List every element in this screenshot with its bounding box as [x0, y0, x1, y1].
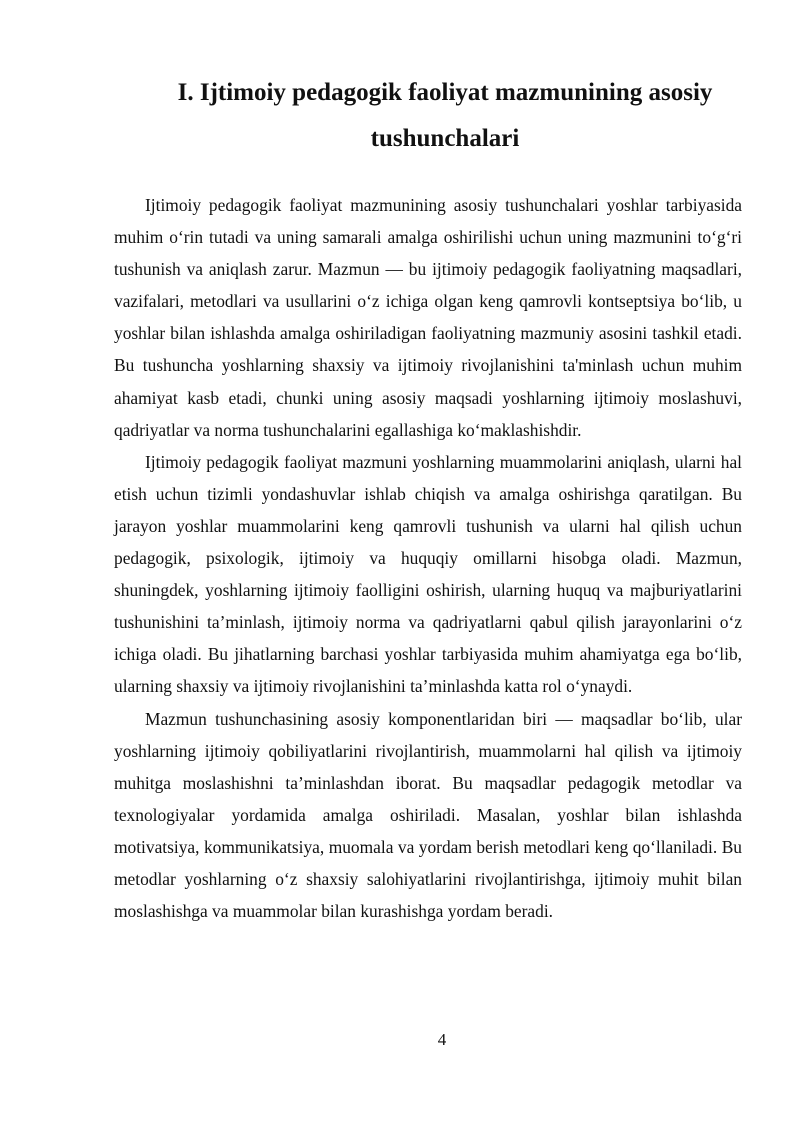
body-text	[114, 189, 742, 927]
section-heading	[100, 70, 790, 162]
heading-line-1: I. Ijtimoiy pedagogik faoliyat mazmunining asosiy	[177, 79, 713, 106]
paragraph-3: Mazmun tushunchasining asosiy komponentlaridan biri — maqsadlar bo‘lib, ular yoshlarning ijtimoiy qobiliyatlarini rivojlantirish, muammolarni hal qilish va ijtimoiy muhitga moslashishni ta’minlashdan iborat. Bu maqsadlar pedagogik metodlar va texnologiyalar yordamida amalga oshiriladi. Masalan, yoshlar bilan ishlashda motivatsiya, kommunikatsiya, muomala va yordam berish metodlari keng qo‘llaniladi. Bu metodlar yoshlarning o‘z shaxsiy salohiyatlarini rivojlantirishga, ijtimoiy muhit bilan moslashishga va muammolar bilan kurashishga yordam beradi.	[114, 708, 742, 922]
paragraph-2: Ijtimoiy pedagogik faoliyat mazmuni yoshlarning muammolarini aniqlash, ularni hal etish uchun tizimli yondashuvlar ishlab chiqish va amalga oshirishga qaratilgan. Bu jarayon yoshlar muammolarini keng qamrovli tushunish va ularni hal qilish uchun pedagogik, psixologik, ijtimoiy va huquqiy omillarni hisobga oladi. Mazmun, shuningdek, yoshlarning ijtimoiy faolligini oshirish, ularning huquq va majburiyatlarini tushunishini ta’minlash, ijtimoiy norma va qadriyatlarni qabul qilish jarayonlarini o‘z ichiga oladi. Bu jihatlarning barchasi yoshlar tarbiyasida muhim ahamiyatga ega bo‘lib, ularning shaxsiy va ijtimoiy rivojlanishini ta’minlashda katta rol o‘ynaydi.	[114, 451, 742, 697]
page-number: 4	[437, 1030, 447, 1049]
paragraph-1: Ijtimoiy pedagogik faoliyat mazmunining asosiy tushunchalari yoshlar tarbiyasida muhim o‘rin tutadi va uning samarali amalga oshirilishi uchun uning mazmunini to‘g‘ri tushunish va aniqlash zarur. Mazmun — bu ijtimoiy pedagogik faoliyatning maqsadlari, vazifalari, metodlari va usullarini o‘z ichiga olgan keng qamrovli kontseptsiya bo‘lib, u yoshlar bilan ishlashda amalga oshiriladigan faoliyatning mazmuniy asosini tashkil etadi. Bu tushuncha yoshlarning shaxsiy va ijtimoiy rivojlanishini ta'minlash uchun muhim ahamiyat kasb etadi, chunki uning asosiy maqsadi yoshlarning ijtimoiy moslashuvi, qadriyatlar va norma tushunchalarini egallashiga ko‘maklashishdir.	[114, 195, 742, 440]
heading-line-2: tushunchalari	[370, 125, 520, 152]
